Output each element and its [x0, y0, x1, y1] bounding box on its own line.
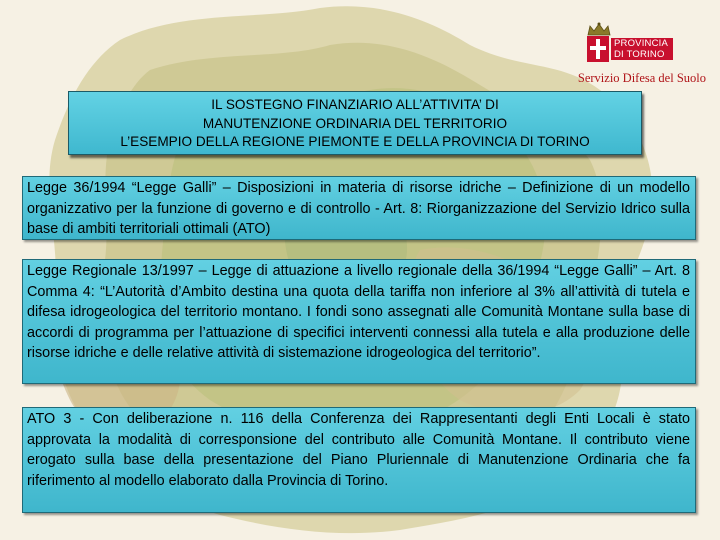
title-line-3: L’ESEMPIO DELLA REGIONE PIEMONTE E DELLA PROVINCIA DI TORINO [120, 134, 590, 150]
title-line-1: IL SOSTEGNO FINANZIARIO ALL’ATTIVITA’ DI [211, 97, 499, 113]
logo-line-2: DI TORINO [614, 48, 665, 60]
ato3-deliberation-panel: ATO 3 - Con deliberazione n. 116 della Conferenza dei Rappresentanti degli Enti Locali è stato approvata la modalità di corresponsione del contributo alle Comunità Montane. Il contributo viene erogato sulla base della presentazione del Piano Pluriennale di Manutenzione Ordinaria che fa riferimento al modello elaborato dalla Provincia di Torino. [22, 407, 696, 513]
logo-wordmark [611, 38, 673, 60]
title-line-2: MANUTENZIONE ORDINARIA DEL TERRITORIO [202, 115, 508, 131]
crown-icon [586, 22, 612, 36]
province-crest-icon [587, 36, 609, 62]
service-label: Servizio Difesa del Suolo [577, 71, 706, 85]
title-box [68, 91, 642, 155]
regional-law-13-1997-panel: Legge Regionale 13/1997 – Legge di attuazione a livello regionale della 36/1994 “Legge Galli” – Art. 8 Comma 4: “L’Autorità d’Ambito destina una quota della tariffa non inferiore al 3% all’attività di tutela e difesa idrogeologica del territorio montano. I fondi sono assegnati alle Comunità Montane sulla base di accordi di programma per l’attuazione di specifici interventi connessi alla tutela e alla produzione delle risorse idriche e delle relative attività di sistemazione idrogeologica del territorio”. [22, 259, 696, 384]
law-36-1994-panel: Legge 36/1994 “Legge Galli” – Disposizioni in materia di risorse idriche – Definizione di un modello organizzativo per la funzione di governo e di controllo - Art. 8: Riorganizzazione del Servizio Idrico sulla base di ambiti territoriali ottimali (ATO) [22, 176, 696, 240]
province-logo [583, 22, 675, 68]
logo-line-1: PROVINCIA [614, 38, 669, 49]
